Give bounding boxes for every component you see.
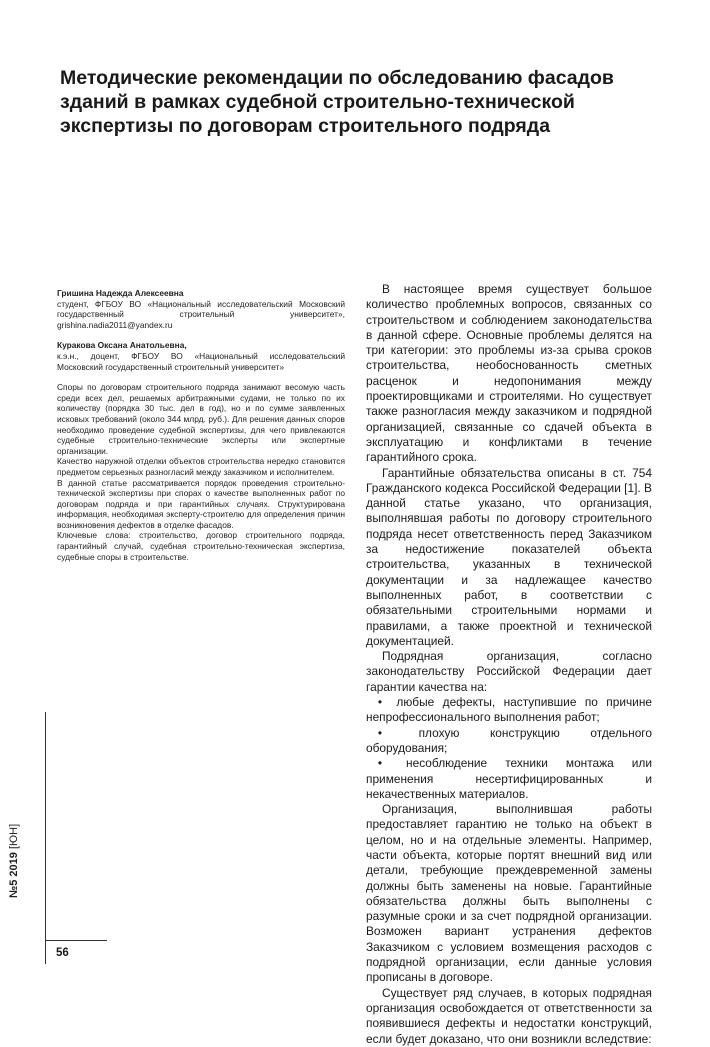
margin-rule-horizontal — [45, 940, 107, 941]
author-affiliation: студент, ФГБОУ ВО «Национальный исследовательский Московский государственный строительный университет», grishina.nadia2011@yandex.ru — [57, 298, 345, 330]
bullet-text: любые дефекты, наступившие по причине непрофессионального выполнения работ; — [366, 695, 652, 725]
journal-tag: [ЮН] — [8, 823, 20, 850]
title-line: зданий в рамках судебной строительно-технической — [60, 91, 575, 113]
bullet-text: плохую конструкцию отдельного оборудования; — [366, 725, 652, 755]
abstract-paragraph: В данной статье рассматривается порядок проведения строительно-технической экспертизы при спорах о качестве выполненных работ по договорам подряда и при гарантийных случаях. Структурирована информация, необходимая эксперту-строителю для определения причин возникновения дефектов в отделке фасадов. — [57, 477, 345, 530]
title-line: Методические рекомендации по обследованию фасадов — [60, 67, 614, 89]
issue-number: №5 2019 — [8, 852, 20, 898]
bullet-item — [366, 695, 652, 726]
bullet-text: несоблюдение техники монтажа или применения несертифицированных и некачественных материалов. — [366, 756, 652, 801]
bullet-icon: • — [377, 756, 383, 771]
title-line: экспертизы по договорам строительного подряда — [60, 115, 551, 137]
body-paragraph: В настоящее время существует большое количество проблемных вопросов, связанных со строительством и соблюдением законодательства в данной сфере. Основные проблемы делятся на три категории: это проблемы из-за срыва сроков строительства, необоснованность сметных расценок и недопонимания между проектировщиками и строителями. Но существует также разногласия между заказчиком и подрядной организацией, связанные со сдачей объекта в эксплуатацию и конфликтами в течение гарантийного срока. — [366, 282, 652, 465]
body-column — [366, 282, 652, 1047]
author-name: Гришина Надежда Алексеевна — [57, 288, 184, 298]
bullet-icon: • — [377, 725, 383, 740]
abstract-paragraph: Качество наружной отделки объектов строительства нередко становится предметом серьезных разногласий между заказчиком и исполнителем. — [57, 456, 345, 477]
issue-label — [6, 818, 22, 898]
keywords: Ключевые слова: строительство, договор строительного подряда, гарантийный случай, судебная строительно-техническая экспертиза, судебные споры в строительстве. — [57, 530, 345, 562]
page-number: 56 — [56, 947, 69, 959]
article-title — [60, 66, 620, 138]
abstract-paragraph: Споры по договорам строительного подряда занимают весомую часть среди всех дел, решаемых арбитражными судами, не только по их количеству (порядка 30 тыс. дел в год), но и по сумме заявленных исковых требований (около 344 млрд. руб.). Для решения данных споров необходимо проведение судебной экспертизы, для чего привлекаются судебные строительно-технические эксперты или экспертные организации. — [57, 382, 345, 456]
body-paragraph: Подрядная организация, согласно законодательству Российской Федерации дает гарантии качества на: — [366, 649, 652, 694]
author-affiliation: к.э.н., доцент, ФГБОУ ВО «Национальный исследовательский Московский государственный строительный университет» — [57, 350, 345, 372]
bullet-item — [366, 726, 652, 757]
body-paragraph: Существует ряд случаев, в которых подрядная организация освобождается от ответственности за появившиеся дефекты и недостатки конструкций, если будет доказано, что они возникли вследствие: — [366, 985, 652, 1046]
body-paragraph: Гарантийные обязательства описаны в ст. 754 Гражданского кодекса Российской Федерации [1]. В данной статье указано, что организация, выполнявшая работы по договору строительного подряда несет ответственность перед Заказчиком за недостижение показателей объекта строительства, указанных в технической документации и за надлежащее качество выполненных работ, в соответствии с обязательными строительными нормами и правилами, а также проектной и технической документацией. — [366, 465, 652, 648]
margin-rule-vertical — [45, 712, 46, 964]
author-abstract-column — [57, 288, 345, 562]
bullet-icon: • — [377, 695, 383, 710]
bullet-item — [366, 756, 652, 802]
author-name: Куракова Оксана Анатольевна, — [57, 340, 187, 351]
body-paragraph: Организация, выполнившая работы предоставляет гарантию не только на объект в целом, но и на отдельные элементы. Например, части объекта, которые портят внешний вид или детали, требующие преждевременной замены должны быть заменены на новые. Гарантийные обязательства должны быть выполнены с разумные сроки и за счет подрядной организации. Возможен вариант устранения дефектов Заказчиком с условием возмещения расходов с подрядной организации, если данные условия прописаны в договоре. — [366, 802, 652, 985]
